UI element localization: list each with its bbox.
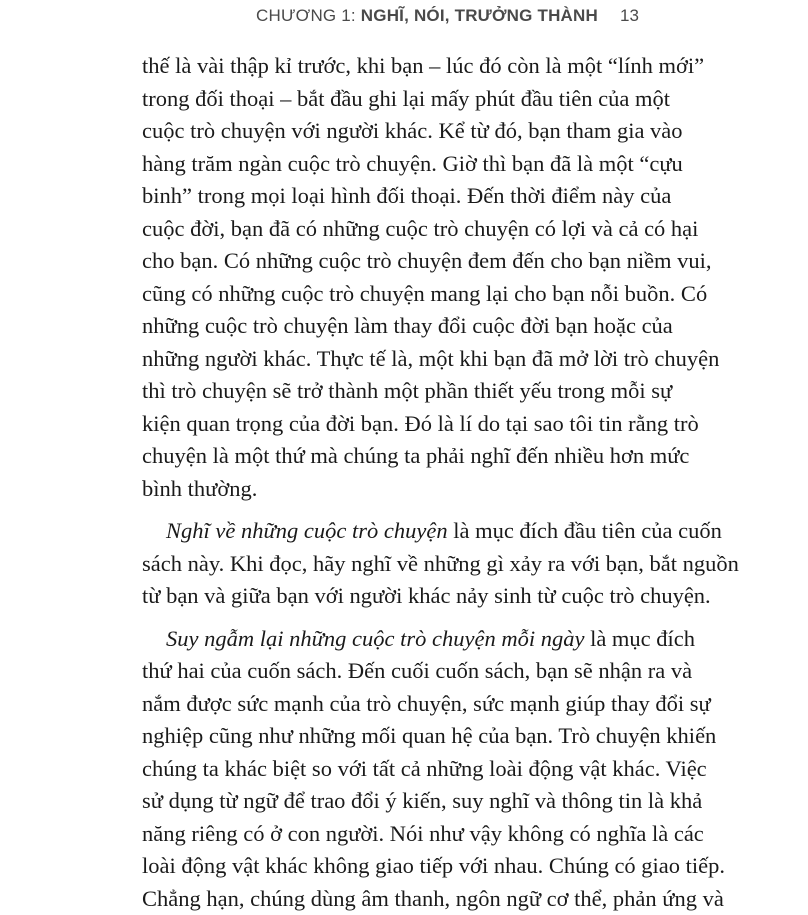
text-line: nắm được sức mạnh của trò chuyện, sức mạnh giúp thay đổi sự — [142, 688, 640, 721]
text-line: sách này. Khi đọc, hãy nghĩ về những gì xảy ra với bạn, bắt nguồn — [142, 548, 640, 581]
text-line: bình thường. — [142, 473, 640, 506]
text-line: thứ hai của cuốn sách. Đến cuối cuốn sách, bạn sẽ nhận ra và — [142, 655, 640, 688]
text-line: thì trò chuyện sẽ trở thành một phần thiết yếu trong mỗi sự — [142, 375, 640, 408]
paragraph-1 — [142, 50, 640, 505]
paragraph-gap — [142, 505, 640, 515]
text-line: binh” trong mọi loại hình đối thoại. Đến thời điểm này của — [142, 180, 640, 213]
text-line: nghiệp cũng như những mối quan hệ của bạn. Trò chuyện khiến — [142, 720, 640, 753]
text-line — [142, 515, 640, 548]
paragraph-2 — [142, 515, 640, 613]
text-run: là mục đích đầu tiên của cuốn — [448, 518, 722, 543]
text-line: cuộc đời, bạn đã có những cuộc trò chuyện có lợi và cả có hại — [142, 213, 640, 246]
text-line — [142, 623, 640, 656]
text-line: Chẳng hạn, chúng dùng âm thanh, ngôn ngữ cơ thể, phản ứng và — [142, 883, 640, 915]
text-run: là mục đích — [584, 626, 695, 651]
text-line: trong đối thoại – bắt đầu ghi lại mấy phút đầu tiên của một — [142, 83, 640, 116]
text-line: cũng có những cuộc trò chuyện mang lại cho bạn nỗi buồn. Có — [142, 278, 640, 311]
text-line: hàng trăm ngàn cuộc trò chuyện. Giờ thì bạn đã là một “cựu — [142, 148, 640, 181]
text-line: những người khác. Thực tế là, một khi bạn đã mở lời trò chuyện — [142, 343, 640, 376]
chapter-name: NGHĨ, NÓI, TRƯỞNG THÀNH — [361, 6, 598, 25]
chapter-prefix: CHƯƠNG 1: — [256, 6, 356, 25]
text-line: năng riêng có ở con người. Nói như vậy không có nghĩa là các — [142, 818, 640, 851]
italic-phrase: Suy ngẫm lại những cuộc trò chuyện mỗi ngày — [166, 626, 584, 651]
text-line: chúng ta khác biệt so với tất cả những loài động vật khác. Việc — [142, 753, 640, 786]
text-line: loài động vật khác không giao tiếp với nhau. Chúng có giao tiếp. — [142, 850, 640, 883]
text-line: chuyện là một thứ mà chúng ta phải nghĩ đến nhiều hơn mức — [142, 440, 640, 473]
text-line: từ bạn và giữa bạn với người khác nảy sinh từ cuộc trò chuyện. — [142, 580, 640, 613]
body-text — [142, 50, 640, 915]
text-line: thế là vài thập kỉ trước, khi bạn – lúc đó còn là một “lính mới” — [142, 50, 640, 83]
text-line: kiện quan trọng của đời bạn. Đó là lí do tại sao tôi tin rằng trò — [142, 408, 640, 441]
text-line: những cuộc trò chuyện làm thay đổi cuộc đời bạn hoặc của — [142, 310, 640, 343]
page-number: 13 — [620, 6, 639, 26]
paragraph-3 — [142, 623, 640, 915]
text-line: sử dụng từ ngữ để trao đổi ý kiến, suy nghĩ và thông tin là khả — [142, 785, 640, 818]
text-line: cuộc trò chuyện với người khác. Kể từ đó, bạn tham gia vào — [142, 115, 640, 148]
chapter-title — [256, 6, 598, 26]
italic-phrase: Nghĩ về những cuộc trò chuyện — [166, 518, 448, 543]
text-line: cho bạn. Có những cuộc trò chuyện đem đến cho bạn niềm vui, — [142, 245, 640, 278]
running-header — [0, 4, 808, 30]
paragraph-gap — [142, 613, 640, 623]
